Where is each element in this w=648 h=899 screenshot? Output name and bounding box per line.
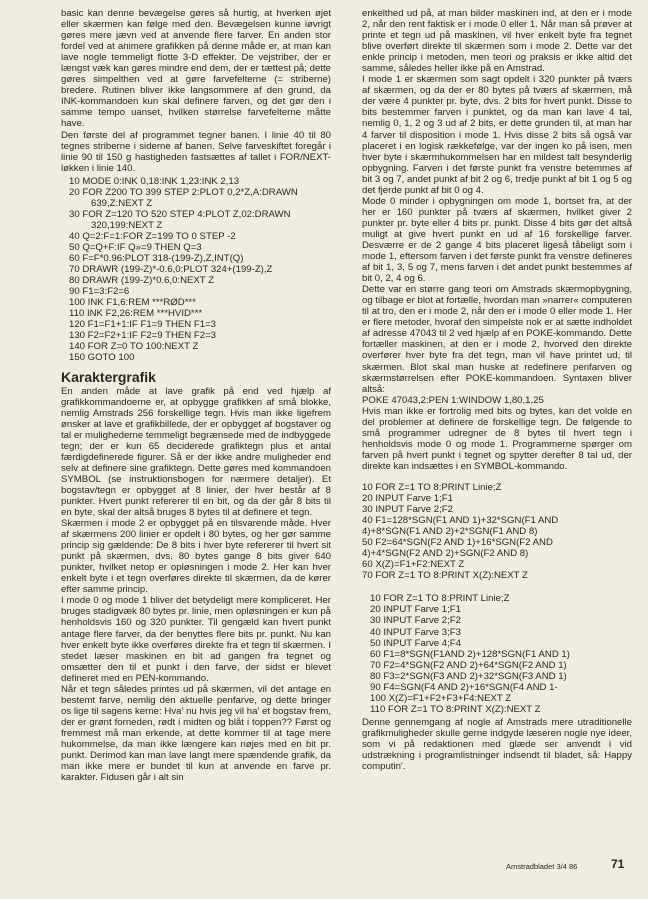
code-line: 90 F4=SGN(F4 AND 2)+16*SGN(F4 AND 1- bbox=[370, 681, 558, 693]
paragraph-printing-colors: Når et tegn således printes ud på skærmen, vil det antage en bestemt farve, nemlig den aktuelle penfarve, og dette bringer os lige til sagens kerne: Hva' nu hvis jeg vil ha' et bogstav frem, der er grønt forneden, rødt i midten og blåt i toppen?? Først og fremmest må man erkende, at dette kommer til at tage mere hukommelse, da man ikke længere kan nøjes med en bit pr. punkt. Derimod kan man lave langt mere spændende grafik, da man ikke mere er bundet til kun at anvende en farve pr. karakter. Fidusen går i alt sin bbox=[61, 683, 331, 784]
code-line: 100 X(Z)=F1+F2+F3+F4:NEXT Z bbox=[370, 692, 512, 704]
code-line: 60 X(Z)=F1+F2:NEXT Z bbox=[362, 559, 465, 571]
code-line: 70 DRAWR (199-Z)*-0.6,0:PLOT 324+(199-Z),Z bbox=[69, 264, 273, 276]
code-line: 130 F2=F2+1:IF F2=9 THEN F2=3 bbox=[69, 330, 217, 342]
page-number: 71 bbox=[611, 857, 625, 871]
code-line: 60 F=F*0.96:PLOT 318-(199-Z),Z,INT(Q) bbox=[69, 253, 244, 265]
paragraph-simplicity: enkelthed ud på, at man bilder maskinen ind, at den er i mode 2, når den rent faktisk er i mode 0 eller 1. Når man så prøver at printe et tegn ud på maskinen, vil hver enkelt byte fra tegnet blive overført direkte til skærmen som i mode 2. Dette var det enkle princip i metoden, men teori og praksis er ikke altid det samme, således heller ikke på en Amstrad. bbox=[362, 8, 632, 75]
paragraph-theory: Dette var en større gang teori om Amstrads skærmopbygning, og tilbage er blot at fortælle, hvordan man »narrer« computeren til at tro, den er i mode 2, når den er i mode 0 eller mode 1. Her er flere metoder, hvoraf den simpelste nok er at sætte indholdet af adresse 47043 til 2 ved hjælp af en POKE-kommando. Dette fortæller maskinen, at den er i mode 2, hvorved den direkte overfører hver byte fra det tegn, man vil have printet ud, til skærmen. Blot skal man huske at redefinere penfarven og skærmstørrelsen efter POKE-kommandoen. Syntaxen bliver altså: bbox=[362, 284, 632, 395]
code-line: 50 F2=64*SGN(F2 AND 1)+16*SGN(F2 AND bbox=[362, 537, 553, 549]
paragraph-karaktergrafik: En anden måde at lave grafik på end ved hjælp af grafikkommandoerne er, at opbygge grafikken af små blokke, nemlig Amstrads 256 forskellige tegn. Hvis man ikke ligefrem ønsker at lave et grafikbillede, der er opbygget af bogstaver og tal er mulighederne temmeligt begrænsede med de indbyggede tegn; der er kun 65 deciderede grafiktegn plus et antal færdigdefinerede figurer. Så er der ikke andre muligheder end selv at definere sine grafiktegn. Dette gøres med kommandoen SYMBOL (se instruktionsbogen for nærmere detaljer). Et bogstav/tegn er opbygget af 8 linier, der hver består af 8 punkter. Hvert punkt refererer til en bit, og da der går 8 bits til en byte, skal der altså bruges 8 bytes til at definere et tegn. bbox=[61, 385, 331, 519]
code-line: 70 FOR Z=1 TO 8:PRINT X(Z):NEXT Z bbox=[362, 570, 528, 582]
code-line: 40 F1=128*SGN(F1 AND 1)+32*SGN(F1 AND bbox=[362, 515, 559, 527]
code-line: 320,199:NEXT Z bbox=[91, 219, 163, 231]
code-listing-mode0 bbox=[362, 482, 632, 581]
code-line: 20 FOR Z200 TO 399 STEP 2:PLOT 0,2*Z,A:DRAWN bbox=[69, 186, 298, 198]
right-column bbox=[362, 8, 632, 772]
code-line: 60 F1=8*SGN(F1AND 2)+128*SGN(F1 AND 1) bbox=[370, 648, 570, 660]
paragraph-mode1-bits: I mode 1 er skærmen som sagt opdelt i 320 punkter på tværs af skærmen, og da der er 80 bytes på tværs af skærmen, må der være 4 punkter pr. byte, dvs. 2 bits for hvert punkt. Disse to bits bestemmer farven i punktet, og da man kan lave 4 tal, nemlig 0, 1, 2 og 3 ud af 2 bits, er dette grunden til, at man har 4 farver til disposition i mode 1. Hvis disse 2 bits så også var placeret i en logisk rækkefølge, var der ingen ko på isen, men hver byte i skærmhukommelsen har en mildest talt besynderlig opbygning. Farven i det første punkt fra venstre betemmes af bit 3 og 7, andet punkt af bit 2 og 6, tredje punkt af bit 1 og 5 og det fjerde punkt af bit 0 og 4. bbox=[362, 74, 632, 196]
code-line: 10 MODE 0:INK 0,18:INK 1,23:INK 2,13 bbox=[69, 175, 240, 187]
code-line: 50 INPUT Farve 4;F4 bbox=[370, 637, 461, 649]
code-line: 4)+8*SGN(F1 AND 2)+2*SGN(F1 AND 8) bbox=[362, 526, 538, 538]
code-line: 140 FOR Z=0 TO 100:NEXT Z bbox=[69, 341, 199, 353]
code-line: 20 INPUT Farve 1;F1 bbox=[362, 493, 453, 505]
paragraph-mode0-bits: Mode 0 minder i opbygningen om mode 1, bortset fra, at der her er 160 punkter på tværs af skærmen, hvilket giver 2 punkter pr. byte eller 4 bits pr. punkt. Disse 4 bits gør det altså muligt at give hvert punkt en ud af 16 forskellige farver. Desværre er de 2 gange 4 bits placeret ligeså tåbeligt som i mode 1, eftersom farven i det første punkt fra venstre defineres af bit 1, 3, 5 og 7, mens farven i det andet punkt bestemmes af bit 0, 2, 4 og 6. bbox=[362, 195, 632, 285]
paragraph-bits-bytes: Hvis man ikke er fortrolig med bits og bytes, kan det volde en del problemer at definere de forskellige tegn. De følgende to små programmer udregner de 8 bytes til hvert tegn i henholdsvis mode 0 og mode 1. Programmerne spørger om farven på hvert punkt i tegnet og spytter derefter 8 tal ud, der direkte kan indsættes i en SYMBOL-kommando. bbox=[362, 405, 632, 472]
code-listing-mode1 bbox=[370, 593, 632, 715]
paragraph-conclusion: Denne gennemgang af nogle af Amstrads mere utraditionelle grafikmuligheder skulle gerne indgyde læseren nogle nye ideer, som vi på redaktionen med glæde ser anvendt i vid udstrækning i programlistninger indsendt til bladet, så: Happy computin'. bbox=[362, 716, 632, 773]
code-line: 70 F2=4*SGN(F2 AND 2)+64*SGN(F2 AND 1) bbox=[370, 659, 567, 671]
code-line: 20 INPUT Farve 1;F1 bbox=[370, 604, 461, 616]
code-line: 110 INK F2,26:REM ***HVID*** bbox=[69, 308, 203, 320]
code-line: 30 INPUT Farve 2;F2 bbox=[362, 504, 453, 516]
code-line: 4)+4*SGN(F2 AND 2)+SGN(F2 AND 8) bbox=[362, 548, 529, 560]
paragraph-program-description: Den første del af programmet tegner banen. I linie 40 til 80 tegnes striberne i siderne af banen. Selve farveskiftet foregår i linie 90 til 150 g hastigheden fastsættes af tallet i FOR/NEXT-løkken i linie 140. bbox=[61, 129, 331, 174]
footer-publication: Amstradbladet 3/4 86 bbox=[506, 862, 578, 871]
code-line: 100 INK F1,6:REM ***RØD*** bbox=[69, 297, 196, 309]
section-heading: Karaktergrafik bbox=[61, 368, 156, 385]
code-line: 40 Q=2:F=1:FOR Z=199 TO 0 STEP -2 bbox=[69, 230, 236, 242]
code-line: 30 INPUT Farve 2;F2 bbox=[370, 615, 461, 627]
code-listing-race-track bbox=[69, 176, 331, 364]
code-line: 150 GOTO 100 bbox=[69, 352, 135, 364]
code-line: 110 FOR Z=1 TO 8:PRINT X(Z):NEXT Z bbox=[370, 703, 541, 715]
code-line: 80 F3=2*SGN(F3 AND 2)+32*SGN(F3 AND 1) bbox=[370, 670, 567, 682]
paragraph-mode0-mode1: I mode 0 og mode 1 bliver det betydeligt mere kompliceret. Her bruges stadigvæk 80 bytes pr. linie, men opløsningen er kun på henholdsvis 160 og 320 punkter. Til gengæld kan hvert punkt antage flere farver, da der benyttes flere bits pr. punkt. Nu kan hver enkelt byte ikke overføres direkte fra et tegn til skærmen. I stedet læser maskinen en bit ad gangen fra tegnet og omsætter den til et punkt i den farve, der sidst er blevet defineret med en PEN-kommando. bbox=[61, 595, 331, 684]
paragraph-screen-mode2: Skærmen i mode 2 er opbygget på en tilsvarende måde. Hver af skærmens 200 linier er opdelt i 80 bytes, og her gør samme princip sig gældende: De 8 bits i hver byte refererer til hvert sit punkt på skærmen, dvs. 80 bytes gange 8 bits giver 640 punkter, hvilket netop er opløsningen i mode 2. Her kan hver enkelt byte i et tegn overføres direkte til skærmen, da de kører efter samme princip. bbox=[61, 518, 331, 596]
code-line: 90 F1=3:F2=6 bbox=[69, 286, 130, 298]
code-line: 30 FOR Z=120 TO 520 STEP 4:PLOT Z,02:DRAWN bbox=[69, 208, 291, 220]
code-line: 50 Q=Q+F:IF Q»=9 THEN Q=3 bbox=[69, 241, 202, 253]
code-line: 80 DRAWR (199-Z)*0.6,0:NEXT Z bbox=[69, 275, 215, 287]
left-column bbox=[61, 8, 331, 783]
code-line: 10 FOR Z=1 TO 8:PRINT Linie;Z bbox=[362, 481, 502, 493]
code-line: 120 F1=F1+1:IF F1=9 THEN F1=3 bbox=[69, 319, 217, 331]
code-line: 40 INPUT Farve 3;F3 bbox=[370, 626, 461, 638]
poke-command: POKE 47043,2:PEN 1:WINDOW 1,80,1,25 bbox=[362, 394, 544, 406]
code-line: 10 FOR Z=1 TO 8:PRINT Linie;Z bbox=[370, 593, 510, 605]
paragraph-intro: basic kan denne bevægelse gøres så hurtig, at hverken øjet eller skærmen kan følge med den. Bevægelsen kunne iøvrigt gøres mere jævn ved at anvende flere farver. En anden stor fordel ved at animere grafikken på denne måde er, at man kan lave nogle temmeligt flotte 3-D effekter. De vejstriber, der er længst væk kan gøres mindre end dem, der er tættest på; dette gøres simpelthen ved at gøre farvefelterne (= striberne) bredere. Rutinen bliver ikke langsommere af den grund, da INK-kommandoen kun skal definere farven, og det gør den i samme tempo uanset, hvilken størrelse farvefelterne måtte have. bbox=[61, 8, 331, 130]
code-line: 639,Z:NEXT Z bbox=[91, 197, 153, 209]
